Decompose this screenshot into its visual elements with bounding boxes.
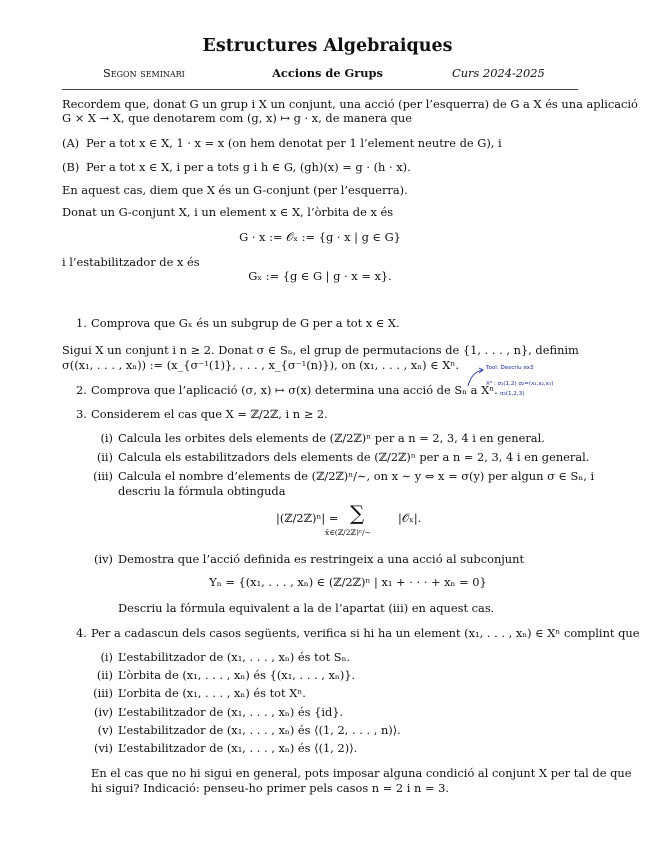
orbit-formula: G · x := 𝒪ₓ := {g · x | g ∈ G} [239, 230, 401, 244]
exercise-4-item-label: (ii) [96, 668, 113, 682]
exercise-2-text: Comprova que l’aplicació (σ, x) ↦ σ(x) determina una acció de Sₙ a Xⁿ. [91, 383, 498, 397]
exercise-3-text: Considerem el cas que X = ℤ/2ℤ, i n ≥ 2. [91, 407, 328, 421]
exercise-1-number: 1. [76, 316, 87, 330]
document-title: Estructures Algebraiques [202, 36, 453, 56]
exercise-4-number: 4. [76, 626, 87, 640]
handwritten-note-3: σ₃(1,2,3) [500, 391, 525, 397]
exercise-4-item-text: L’estabilitzador de (x₁, . . . , xₙ) és {id}. [118, 705, 344, 719]
permutation-def-line-1: Sigui X un conjunt i n ≥ 2. Donat σ ∈ Sₙ, el grup de permutacions de {1, . . . , n}, definim [62, 343, 579, 357]
exercise-4-item-text: L’estabilitzador de (x₁, . . . , xₙ) és ⟨(1, 2, . . . , n)⟩. [118, 723, 401, 737]
orbit-intro: Donat un G-conjunt X, i un element x ∈ X, l’òrbita de x és [62, 205, 394, 219]
permutation-def-line-2: σ((x₁, . . . , xₙ)) := (x_{σ⁻¹(1)}, . . . , x_{σ⁻¹(n)}), on (x₁, . . . , xₙ) ∈ Xⁿ. [62, 358, 459, 372]
intro-line-1: Recordem que, donat G un grup i X un conjunt, una acció (per l’esquerra) de G a X és una aplicació [62, 97, 638, 111]
class-formula-subscript: x̄∈(ℤ/2ℤ)ⁿ/∼ [325, 528, 371, 537]
exercise-3iv-text: Demostra que l’acció definida es restringeix a una acció al subconjunt [118, 552, 525, 566]
header-rule [62, 89, 578, 90]
exercise-3ii-label: (ii) [96, 450, 113, 464]
exercise-4-item-text: L’estabilitzador de (x₁, . . . , xₙ) és ⟨(1, 2)⟩. [118, 741, 358, 755]
exercise-3iii-line-1: Calcula el nombre d’elements de (ℤ/2ℤ)ⁿ/∼, on x ∼ y ⇔ x = σ(y) per algun σ ∈ Sₙ, i [118, 469, 595, 483]
exercise-3iii-line-2: descriu la fórmula obtinguda [118, 484, 286, 498]
gset-definition: En aquest cas, diem que X és un G-conjunt (per l’esquerra). [62, 183, 408, 197]
exercise-3ii-text: Calcula els estabilitzadors dels elements de (ℤ/2ℤ)ⁿ per a n = 2, 3, 4 i en general. [118, 450, 590, 464]
axiom-b-label: (B) [62, 160, 80, 174]
exercise-3i-label: (i) [100, 431, 113, 445]
header-seminar: Segon seminari [103, 66, 185, 80]
exercise-4-item-label: (iii) [93, 686, 113, 700]
exercise-3iv-label: (iv) [94, 552, 113, 566]
exercise-4-item-label: (iv) [94, 705, 113, 719]
exercise-4-closing-line-2: hi sigui? Indicació: penseu-ho primer pels casos n = 2 i n = 3. [91, 781, 450, 795]
exercise-4-item-label: (i) [100, 650, 113, 664]
axiom-a-text: Per a tot x ∈ X, 1 · x = x (on hem denotat per 1 l’element neutre de G), i [86, 136, 502, 150]
intro-line-2: G × X → X, que denotarem com (g, x) ↦ g · x, de manera que [62, 111, 412, 125]
class-formula-sum: ∑ [350, 501, 365, 525]
handwritten-arrow [466, 366, 486, 388]
exercise-4-item-text: L’estabilitzador de (x₁, . . . , xₙ) és tot Sₙ. [118, 650, 351, 664]
class-formula-rhs: |𝒪ₓ|. [398, 511, 422, 525]
exercise-4-item-text: L’orbita de (x₁, . . . , xₙ) és tot Xⁿ. [118, 686, 306, 700]
exercise-3-number: 3. [76, 407, 87, 421]
handwritten-note-2: X³ : σ₁(1,2) σ₂=(x₁,x₂,x₃) [486, 381, 554, 387]
class-formula-lhs: |(ℤ/2ℤ)ⁿ| = [276, 511, 339, 525]
stabilizer-formula: Gₓ := {g ∈ G | g · x = x}. [248, 269, 392, 283]
header-course-year: Curs 2024-2025 [452, 66, 545, 80]
exercise-1-text: Comprova que Gₓ és un subgrup de G per a tot x ∈ X. [91, 316, 400, 330]
exercise-4-item-text: L’òrbita de (x₁, . . . , xₙ) és {(x₁, . . . , xₙ)}. [118, 668, 356, 682]
exercise-3iii-label: (iii) [93, 469, 113, 483]
exercise-2-number: 2. [76, 383, 87, 397]
axiom-b-text: Per a tot x ∈ X, i per a tots g i h ∈ G, (gh)(x) = g · (h · x). [86, 160, 411, 174]
axiom-a-label: (A) [62, 136, 80, 150]
exercise-3i-text: Calcula les orbites dels elements de (ℤ/2ℤ)ⁿ per a n = 2, 3, 4 i en general. [118, 431, 545, 445]
exercise-4-closing-line-1: En el cas que no hi sigui en general, pots imposar alguna condició al conjunt X per tal de que [91, 766, 632, 780]
exercise-3iv-formula: Yₙ = {(x₁, . . . , xₙ) ∈ (ℤ/2ℤ)ⁿ | x₁ + · · · + xₙ = 0} [209, 575, 487, 589]
exercise-4-text: Per a cadascun dels casos següents, verifica si hi ha un element (x₁, . . . , xₙ) ∈ Xⁿ complint que [91, 626, 640, 640]
exercise-4-item-label: (vi) [94, 741, 113, 755]
header-topic: Accions de Grups [272, 66, 383, 80]
stabilizer-intro: i l’estabilitzador de x és [62, 255, 200, 269]
exercise-4-item-label: (v) [97, 723, 113, 737]
handwritten-note-1: Tool: Descriu ex3 [486, 365, 534, 371]
exercise-3iv-after: Descriu la fórmula equivalent a la de l’apartat (iii) en aquest cas. [118, 601, 495, 615]
